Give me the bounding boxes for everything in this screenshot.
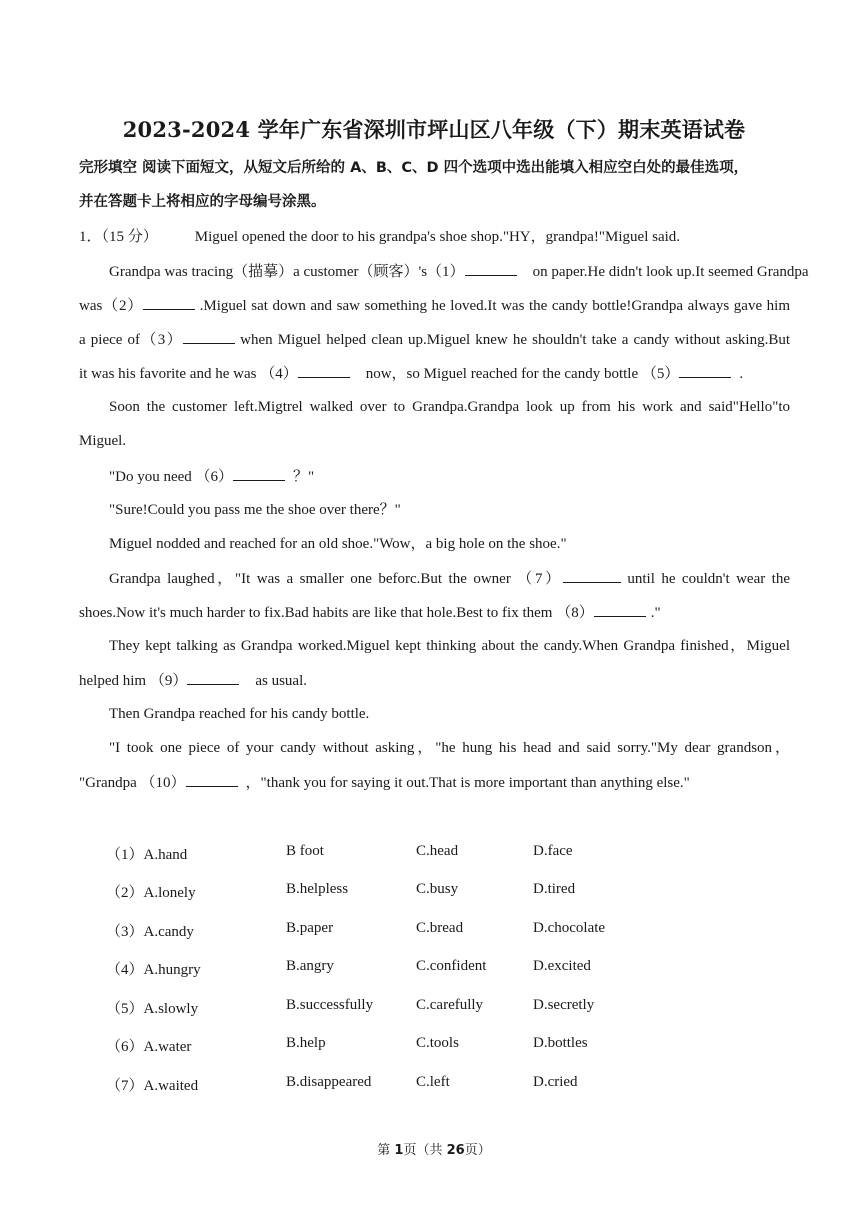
option-row-7 — [0, 1074, 868, 1094]
option-c: C.confident — [416, 958, 487, 974]
passage-line: was（2） .Miguel sat down and saw something he loved.It was the candy bottle!Grandpa always gave him — [79, 295, 790, 316]
option-a: （7）A.waited — [106, 1078, 199, 1094]
answer-blank-8 — [594, 602, 646, 617]
option-d: D.cried — [533, 1074, 578, 1090]
passage-line: "Sure!Could you pass me the shoe over there？" — [109, 502, 401, 518]
question-number: 1．（15 分） — [79, 229, 158, 245]
passage-line: helped him （9） as usual. — [79, 670, 790, 691]
option-b: B.disappeared — [286, 1074, 372, 1090]
passage-line: Then Grandpa reached for his candy bottle. — [109, 706, 370, 722]
passage-line: it was his favorite and he was （4） now，so Miguel reached for the candy bottle （5） . — [79, 363, 790, 384]
option-a: （4）A.hungry — [106, 962, 201, 978]
answer-blank-4 — [298, 363, 350, 378]
passage-line: Grandpa was tracing（描摹）a customer（顾客）'s（1） on paper.He didn't look up.It seemed Grandpa — [109, 261, 790, 282]
option-c: C.carefully — [416, 997, 484, 1013]
option-a: （3）A.candy — [106, 924, 194, 940]
answer-blank-10 — [186, 772, 238, 787]
passage-line: Grandpa laughed，"It was a smaller one beforc.But the owner （7） until he couldn't wear the — [109, 568, 790, 589]
option-a: （5）A.slowly — [106, 1001, 199, 1017]
option-b: B.successfully — [286, 997, 374, 1013]
option-d: D.tired — [533, 881, 576, 897]
option-row-6 — [0, 1035, 868, 1055]
answer-blank-9 — [187, 670, 239, 685]
option-c: C.bread — [416, 920, 464, 936]
answer-blank-3 — [183, 329, 235, 344]
answer-blank-1 — [465, 261, 517, 276]
instructions-line-2: 并在答题卡上将相应的字母编号涂黑。 — [79, 194, 326, 210]
option-c: C.left — [416, 1074, 450, 1090]
option-c: C.tools — [416, 1035, 459, 1051]
passage-line: shoes.Now it's much harder to fix.Bad habits are like that hole.Best to fix them （8） ." — [79, 602, 790, 623]
passage-line: Miguel nodded and reached for an old shoe."Wow，a big hole on the shoe." — [109, 536, 567, 552]
instructions-line-1: 完形填空 阅读下面短文，从短文后所给的 A、B、C、D 四个选项中选出能填入相应空白处的最佳选项， — [79, 160, 749, 176]
option-d: D.bottles — [533, 1035, 588, 1051]
option-a: （2）A.lonely — [106, 885, 196, 901]
page-number: 1 — [394, 1143, 404, 1158]
option-row-4 — [0, 958, 868, 978]
passage-line: 1．（15 分） Miguel opened the door to his grandpa's shoe shop."HY，grandpa!"Miguel said. — [79, 229, 681, 245]
answer-blank-6 — [233, 466, 285, 481]
passage-line: "I took one piece of your candy without asking，"he hung his head and said sorry."My dear grandson， — [109, 740, 790, 756]
answer-blank-7 — [563, 568, 621, 583]
option-b: B.paper — [286, 920, 334, 936]
option-b: B.help — [286, 1035, 326, 1051]
passage-line: Miguel. — [79, 433, 127, 449]
answer-blank-5 — [679, 363, 731, 378]
option-b: B foot — [286, 843, 324, 859]
option-d: D.chocolate — [533, 920, 606, 936]
option-b: B.angry — [286, 958, 334, 974]
passage-line: "Do you need （6） ？" — [109, 466, 790, 487]
option-a: （1）A.hand — [106, 847, 188, 863]
passage-line: They kept talking as Grandpa worked.Miguel kept thinking about the candy.When Grandpa finished，Miguel — [109, 638, 790, 654]
option-d: D.excited — [533, 958, 591, 974]
option-row-3 — [0, 920, 868, 940]
page-footer: 第 1页（共 26页） — [377, 1143, 491, 1158]
option-c: C.busy — [416, 881, 459, 897]
option-a: （6）A.water — [106, 1039, 192, 1055]
page-title: 2023-2024 学年广东省深圳市坪山区八年级（下）期末英语试卷 — [122, 117, 746, 142]
passage-line: "Grandpa （10） ，"thank you for saying it out.That is more important than anything else." — [79, 772, 790, 793]
passage-line: a piece of（3） when Miguel helped clean up.Miguel knew he shouldn't take a candy without asking.But — [79, 329, 790, 350]
answer-blank-2 — [143, 295, 195, 310]
option-row-2 — [0, 881, 868, 901]
option-b: B.helpless — [286, 881, 349, 897]
passage-line: Soon the customer left.Migtrel walked over to Grandpa.Grandpa look up from his work and said"Hello"to — [109, 399, 790, 415]
option-c: C.head — [416, 843, 459, 859]
option-row-5 — [0, 997, 868, 1017]
option-d: D.face — [533, 843, 573, 859]
total-pages: 26 — [446, 1143, 465, 1158]
option-row-1 — [0, 843, 868, 863]
option-d: D.secretly — [533, 997, 595, 1013]
